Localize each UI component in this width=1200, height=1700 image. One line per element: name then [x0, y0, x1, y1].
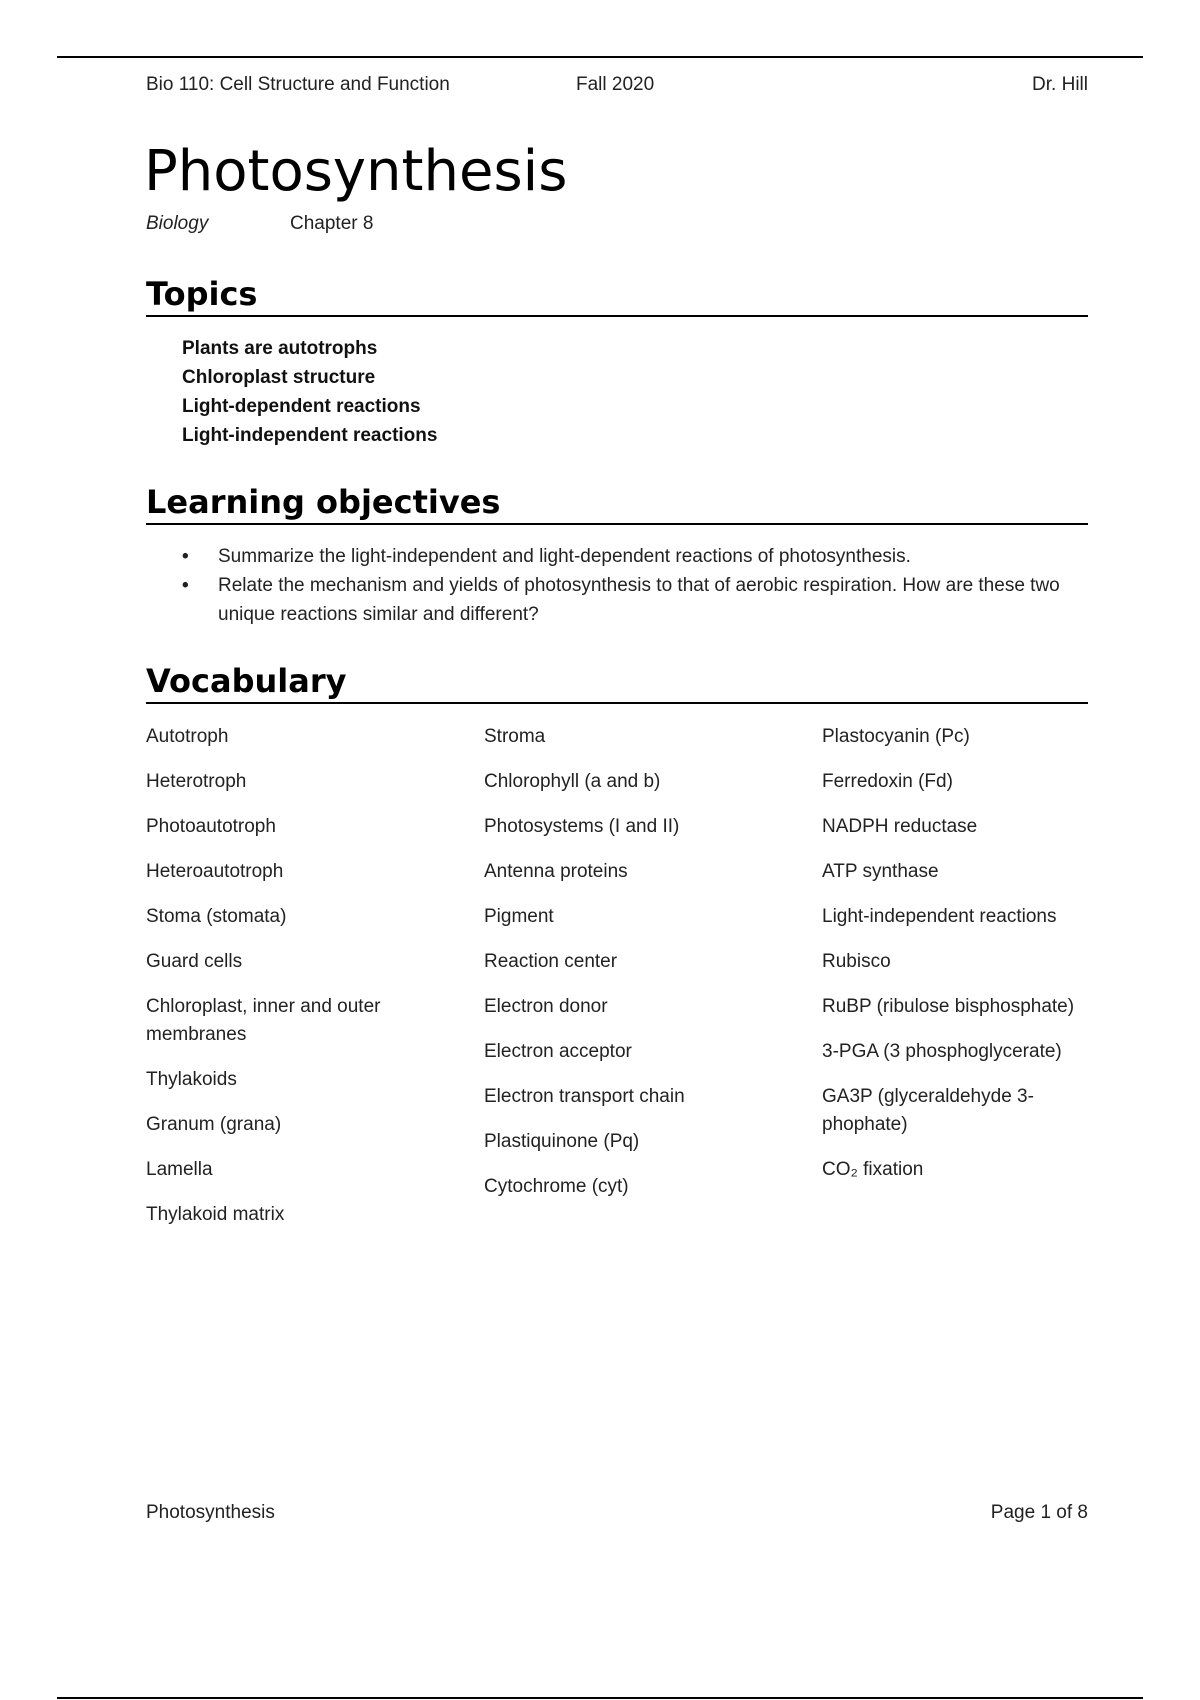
- vocabulary-term: Stoma (stomata): [146, 906, 287, 927]
- vocabulary-term: Reaction center: [484, 951, 618, 972]
- vocabulary-term: RuBP (ribulose bisphosphate): [822, 996, 1075, 1017]
- vocabulary-term: Autotroph: [146, 726, 229, 747]
- topics-heading: Topics: [146, 277, 1088, 317]
- vocabulary-heading: Vocabulary: [146, 664, 1088, 704]
- topic-item: Plants are autotrophs: [182, 338, 378, 359]
- bottom-page-rule: [57, 1697, 1143, 1699]
- vocabulary-term: Granum (grana): [146, 1114, 282, 1135]
- objective-text: Relate the mechanism and yields of photosynthesis to that of aerobic respiration. How are these two unique reactions similar and different?: [218, 575, 1060, 625]
- topics-list: [182, 334, 437, 450]
- vocabulary-term: Electron acceptor: [484, 1041, 632, 1062]
- vocabulary-term: Rubisco: [822, 951, 891, 972]
- subject-label: Biology: [146, 213, 209, 234]
- vocabulary-term: Photoautotroph: [146, 816, 276, 837]
- learning-objectives-heading: Learning objectives: [146, 485, 1088, 525]
- vocabulary-term: NADPH reductase: [822, 816, 978, 837]
- vocabulary-term: Heteroautotroph: [146, 861, 284, 882]
- vocabulary-term: Antenna proteins: [484, 861, 628, 882]
- vocabulary-term: ATP synthase: [822, 861, 939, 882]
- course-name: Bio 110: Cell Structure and Function: [146, 74, 450, 95]
- top-page-rule: [57, 56, 1143, 58]
- objective-text: Summarize the light-independent and light-dependent reactions of photosynthesis.: [218, 546, 911, 567]
- vocabulary-term: Electron donor: [484, 996, 608, 1017]
- document-title: Photosynthesis: [144, 139, 568, 204]
- learning-objectives-list: [182, 542, 1062, 629]
- vocabulary-term: GA3P (glyceraldehyde 3-phophate): [822, 1086, 1034, 1135]
- vocabulary-term: Heterotroph: [146, 771, 247, 792]
- topic-item: Light-dependent reactions: [182, 396, 421, 417]
- vocabulary-term: Thylakoid matrix: [146, 1204, 285, 1225]
- vocabulary-term: Plastiquinone (Pq): [484, 1131, 640, 1152]
- running-header: [146, 74, 1088, 100]
- vocabulary-term: Thylakoids: [146, 1069, 237, 1090]
- page-number: Page 1 of 8: [990, 1502, 1088, 1523]
- objective-item: [182, 542, 1062, 571]
- vocabulary-term: Light-independent reactions: [822, 906, 1057, 927]
- bullet-icon: •: [182, 546, 189, 567]
- topic-item: Light-independent reactions: [182, 425, 438, 446]
- vocabulary-term: Electron transport chain: [484, 1086, 685, 1107]
- footer-title: Photosynthesis: [146, 1502, 275, 1523]
- vocabulary-term: Chloroplast, inner and outer membranes: [146, 996, 381, 1045]
- instructor-name: Dr. Hill: [1032, 74, 1088, 95]
- vocabulary-column-3: [822, 723, 1092, 1201]
- vocabulary-term: 3-PGA (3 phosphoglycerate): [822, 1041, 1062, 1062]
- vocabulary-term: CO₂ fixation: [822, 1159, 924, 1180]
- vocabulary-column-1: [146, 723, 436, 1246]
- vocabulary-term: Ferredoxin (Fd): [822, 771, 953, 792]
- vocabulary-term: Lamella: [146, 1159, 213, 1180]
- vocabulary-term: Stroma: [484, 726, 546, 747]
- vocabulary-term: Photosystems (I and II): [484, 816, 680, 837]
- document-subtitle: [146, 213, 374, 235]
- vocabulary-term: Plastocyanin (Pc): [822, 726, 970, 747]
- vocabulary-column-2: [484, 723, 774, 1218]
- bullet-icon: •: [182, 575, 189, 596]
- chapter-label: Chapter 8: [290, 213, 374, 234]
- vocabulary-term: Cytochrome (cyt): [484, 1176, 629, 1197]
- topic-item: Chloroplast structure: [182, 367, 376, 388]
- objective-item: [182, 571, 1062, 629]
- vocabulary-term: Guard cells: [146, 951, 243, 972]
- term: Fall 2020: [576, 74, 655, 95]
- vocabulary-term: Pigment: [484, 906, 554, 927]
- vocabulary-term: Chlorophyll (a and b): [484, 771, 661, 792]
